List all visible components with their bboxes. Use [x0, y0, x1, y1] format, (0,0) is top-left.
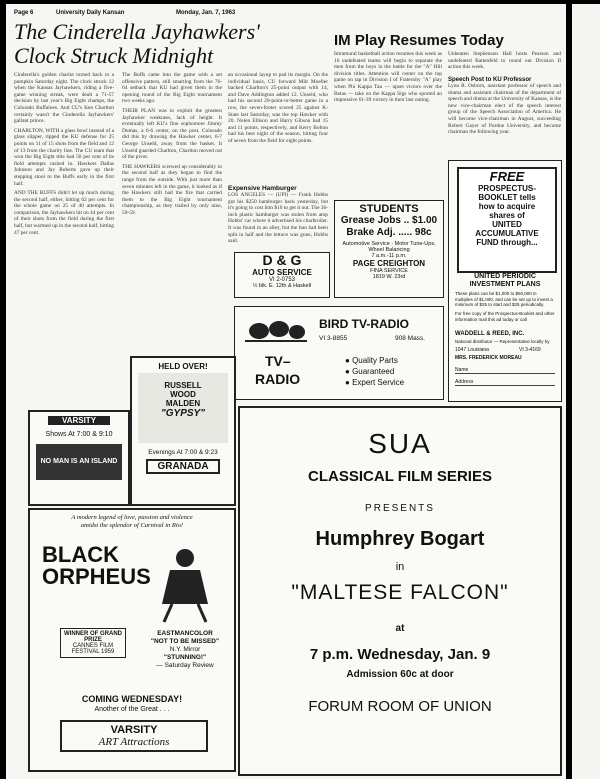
plan-title1: UNITED PERIODIC	[474, 273, 536, 280]
address-field[interactable]	[455, 379, 555, 386]
bird-tv: TV–	[265, 353, 291, 369]
bird-bullet: ● Guaranteed	[345, 367, 395, 376]
adjacent-page-edge	[572, 4, 600, 779]
headline-line2: Clock Struck Midnight	[14, 43, 214, 68]
actor-name: Humphrey Bogart	[315, 528, 485, 550]
coming-wednesday: COMING WEDNESDAY!	[81, 694, 183, 704]
dg-address: ½ blk. E. 12th & Haskell	[252, 283, 312, 289]
hamburger-title: Expensive Hamburger	[228, 185, 297, 192]
bird-bullet-text: Quality Parts	[352, 356, 398, 365]
hamburger-story	[228, 185, 328, 254]
page-number: Page 6	[14, 10, 34, 16]
eastmancolor: EASTMANCOLOR	[157, 630, 213, 637]
varsity-logo: VARSITY	[48, 416, 110, 425]
im-col2	[448, 51, 561, 155]
hamburger-text: LOS ANGELES — (UPI) — Frank Hobbs got his $250 hamburger back yesterday, but it's going to cost him $10 to get it out. The 36-inch plastic hamburger was stolen from atop Hobbs' car where it advertised his charbroiler. It was found in an alley, but the bun had been split in half and the lettuce was gone, Hobbs said.	[228, 192, 328, 245]
granada-ad	[130, 356, 236, 506]
venue: FORUM ROOM OF UNION	[308, 698, 492, 715]
students-sub: FINA SERVICE	[370, 268, 408, 274]
granada-logo: GRANADA	[146, 459, 220, 474]
logo-line2: ART Attractions	[98, 736, 170, 748]
at-label: at	[395, 623, 405, 634]
im-headline: IM Play Resumes Today	[334, 32, 504, 49]
in-label: in	[395, 561, 405, 573]
show-time: 7 p.m. Wednesday, Jan. 9	[309, 646, 491, 663]
prospectus-box	[457, 167, 557, 273]
story-col1	[14, 72, 114, 402]
plan-fine: These plans can be $1,000 to $50,000 in multiples of $1,000, and can be set up to invest a minimum of $25 to start and $25 periodically.	[455, 291, 553, 307]
free-line: shares of	[489, 211, 525, 220]
story-para: Cinderella's golden chariot turned back to a pumpkin Saturday night. The clock struck 12 when the Kansas Jayhawkers, riding a five-game winning streak, were dealt a 71-57 decision by last year's Big Eight champs, the Colorado Buffaloes. And CU's Ken Charlton certainly wasn't the Cinderella Jayhawkers' gallant prince.	[14, 72, 114, 125]
story-para: AND THE BUFFS didn't let up much during the second half, either, hitting 62 per cent for the whole game on 25 of 40 attempts. In comparison, the Jayhawkers hit on 44 per cent of their shots from the field during the first half, but warmed up in the second half, hitting 47 per cent.	[14, 190, 114, 236]
star-name: WOOD	[170, 390, 196, 399]
bird-address: 908 Mass.	[395, 335, 425, 342]
free-line: BOOKLET tells	[478, 193, 536, 202]
im-col1: Intramural basketball action resumes this week as 16 undefeated teams will begin to separate the men from the boys in the battle for the "A" Hill division titles. Attention will center on the top game on tap in Division I of Fraternity "A" play when Phi Kappa Tau — upset victors over the Betas — take on the Kappa Sigs who sported an impressive 61-39 victory in their last outing.	[334, 51, 442, 104]
orpheus-ad	[28, 508, 236, 772]
address-label: Address	[455, 379, 474, 385]
speech-title: Speech Post to KU Professor	[448, 77, 532, 83]
name-field[interactable]	[455, 367, 555, 374]
gypsy-art	[138, 373, 228, 443]
story-para: THEIR PLAN was to exploit the greatest Jayhawker weakness, lack of height. It eventually left KU's fine sophomore Jimmy Dumas, a 6-6 center, on the post. Colorado did this by drawing the Hawker center, 6-7 George Unseld, away from the basket. It Unseld guarded Charlton, Charlton moved out of the pivot.	[122, 107, 222, 161]
newspaper-page	[6, 4, 566, 779]
winner-text: WINNER OF GRAND PRIZE	[64, 631, 122, 643]
students-ad	[334, 200, 444, 298]
story-para: an occasional layup to pad its margin. On the individual basis, CU forward Milt Mueller backed Charlton's 25-point output with 14, and Dave Addington added 12. Unseld, who had his second 20-point-or-better game in a row, the seven-footer scored 25 against K-State last Saturday, was the top Hawker with 20. Nolen Ellison and Harry Gibson had 15 and 11 points, respectively, and Kerry Bolton had his best night of the season, hitting four of seven from the field for eight points.	[228, 72, 328, 144]
review-quote: "NOT TO BE MISSED"	[150, 638, 220, 645]
dancers-illustration	[150, 544, 220, 624]
varsity-art-logo	[60, 720, 208, 752]
review-source: N.Y. Mirror	[169, 646, 201, 653]
students-station: PAGE CREIGHTON	[352, 259, 426, 268]
students-address: 1819 W. 23rd	[372, 274, 406, 280]
star-name: MALDEN	[165, 399, 201, 408]
review-source: — Saturday Review	[156, 662, 214, 669]
sua-film-ad	[238, 406, 562, 776]
dg-auto-ad	[234, 252, 330, 298]
sua-title: SUA	[368, 428, 432, 459]
story-col3	[228, 72, 328, 182]
cannes-text: CANNES FILM FESTIVAL 1959	[71, 643, 115, 655]
star-name: RUSSELL	[164, 381, 202, 390]
gypsy-title: "GYPSY"	[161, 408, 205, 419]
varsity-movie: NO MAN IS AN ISLAND	[36, 444, 122, 480]
im-text2: Unbeaten Stephenson Hall hosts Pearson and undefeated Battenfeld to round out Division II action this week.	[448, 51, 561, 71]
story-para: THE HAWKERS screwed up considerably in the second half as they began to find the range from the outside. With just more than seven minutes left in the game, it looked as if the Hawkers still had the fire that carried them to the Big Eight tournament championship, as they trailed by only nine, 50-59.	[122, 163, 222, 216]
plan-fine2: For free copy of the Prospectus-Booklet and other information mail this ad today or call	[455, 311, 555, 322]
story-para: The Buffs came into the game with a set offensive pattern, still smarting from the 76-64 setback that KU had given them in the opening round of the Big Eight tournament two weeks ago.	[122, 72, 222, 105]
logo-line1: VARSITY	[110, 724, 158, 736]
main-headline	[14, 20, 324, 68]
free-line: UNITED	[492, 220, 522, 229]
bird-tv-ad	[234, 306, 444, 400]
plan-title2: INVESTMENT PLANS	[469, 281, 541, 288]
firm-sub: National distributor — Representative locally by	[455, 339, 550, 344]
orpheus-tagline1: A modern legend of love, passion and violence	[71, 514, 193, 521]
birds-icon	[245, 315, 307, 345]
bird-bullets	[345, 355, 404, 388]
dg-phone: VI 2-0753	[268, 277, 296, 283]
film-title: "MALTESE FALCON"	[291, 581, 509, 604]
firm-rep: MRS. FREDERICK MOREAU	[455, 355, 522, 361]
admission: Admission 60c at door	[346, 669, 454, 680]
bird-bullet-text: Guaranteed	[352, 367, 395, 376]
held-over: HELD OVER!	[158, 362, 208, 371]
birds-illustration	[245, 315, 307, 345]
bird-bullet-text: Expert Service	[352, 378, 405, 387]
story-col2	[122, 72, 222, 354]
another-great: Another of the Great . . .	[94, 706, 170, 713]
varsity-showtimes: Shows At 7:00 & 9:10	[45, 431, 113, 438]
free-line: PROSPECTUS-	[478, 184, 536, 193]
dancers-icon	[150, 544, 220, 624]
free-label: FREE	[489, 169, 525, 184]
firm-phone: VI 3-4169	[519, 347, 541, 353]
students-services: Automotive Service · Motor Tune-Ups, Wheel Balancing	[342, 241, 436, 253]
presents: PRESENTS	[365, 503, 435, 514]
bird-bullet: ● Quality Parts	[345, 356, 398, 365]
students-hours: 7 a.m.-11 p.m.	[371, 253, 407, 259]
granada-times: Evenings At 7:00 & 9:23	[148, 449, 218, 456]
students-line1: Grease Jobs .. $1.00	[340, 215, 438, 226]
bird-phone: VI 3-8855	[319, 335, 348, 342]
review-quote: "STUNNING!"	[163, 654, 207, 661]
cannes-badge	[60, 628, 126, 658]
dg-sub: AUTO SERVICE	[252, 268, 312, 277]
orpheus-tagline2: amidst the splendor of Carnival in Rio!	[80, 522, 184, 529]
headline-line1: The Cinderella Jayhawkers'	[14, 19, 260, 44]
bird-title: BIRD TV-RADIO	[319, 317, 409, 331]
bird-radio: RADIO	[255, 371, 301, 387]
orpheus-title1: BLACK	[42, 542, 119, 567]
students-title: STUDENTS	[359, 203, 419, 215]
story-para: CHARLTON, WITH a glass bowl instead of a glass slipper, ripped the KU defense for 25 points on 11 of 15 shots from the field and 12 of 13 from the charity line. The CU team that won the Big Eight title had 50 per cent of its field attempts cashed in. Hawkers Dallas Johnson and Jay Roberts gave up their stepping stool to the Buffs early in the first half.	[14, 127, 114, 187]
students-line2: Brake Adj. ..... 98c	[346, 227, 432, 238]
speech-text: Lynn R. Osborn, assistant professor of speech and drama and assistant chairman of the department of speech and drama at the University of Kansas, is the new vice-chairman elect of the speech interest group of the Speech Association of America. He will become vice-chairman in August, succeeding Robert Gayer of Purdue University, and become chairman the following year.	[448, 83, 561, 136]
orpheus-reviews	[142, 630, 228, 670]
orpheus-title2: ORPHEUS	[42, 564, 151, 589]
free-line: FUND through...	[476, 238, 538, 247]
prospectus-ad	[448, 160, 562, 402]
varsity-ad	[28, 410, 130, 506]
paper-name: University Daily Kansan	[56, 10, 125, 16]
issue-date: Monday, Jan. 7, 1963	[176, 10, 236, 16]
name-label: Name	[455, 367, 469, 373]
free-line: ACCUMULATIVE	[475, 229, 539, 238]
free-line: how to acquire	[478, 202, 536, 211]
film-series: CLASSICAL FILM SERIES	[308, 468, 492, 485]
bird-bullet: ● Expert Service	[345, 378, 405, 387]
dg-title: D & G	[262, 252, 302, 268]
firm-address: 1047 Louisiana	[455, 347, 489, 353]
firm-name: WADDELL & REED, INC.	[455, 331, 525, 337]
